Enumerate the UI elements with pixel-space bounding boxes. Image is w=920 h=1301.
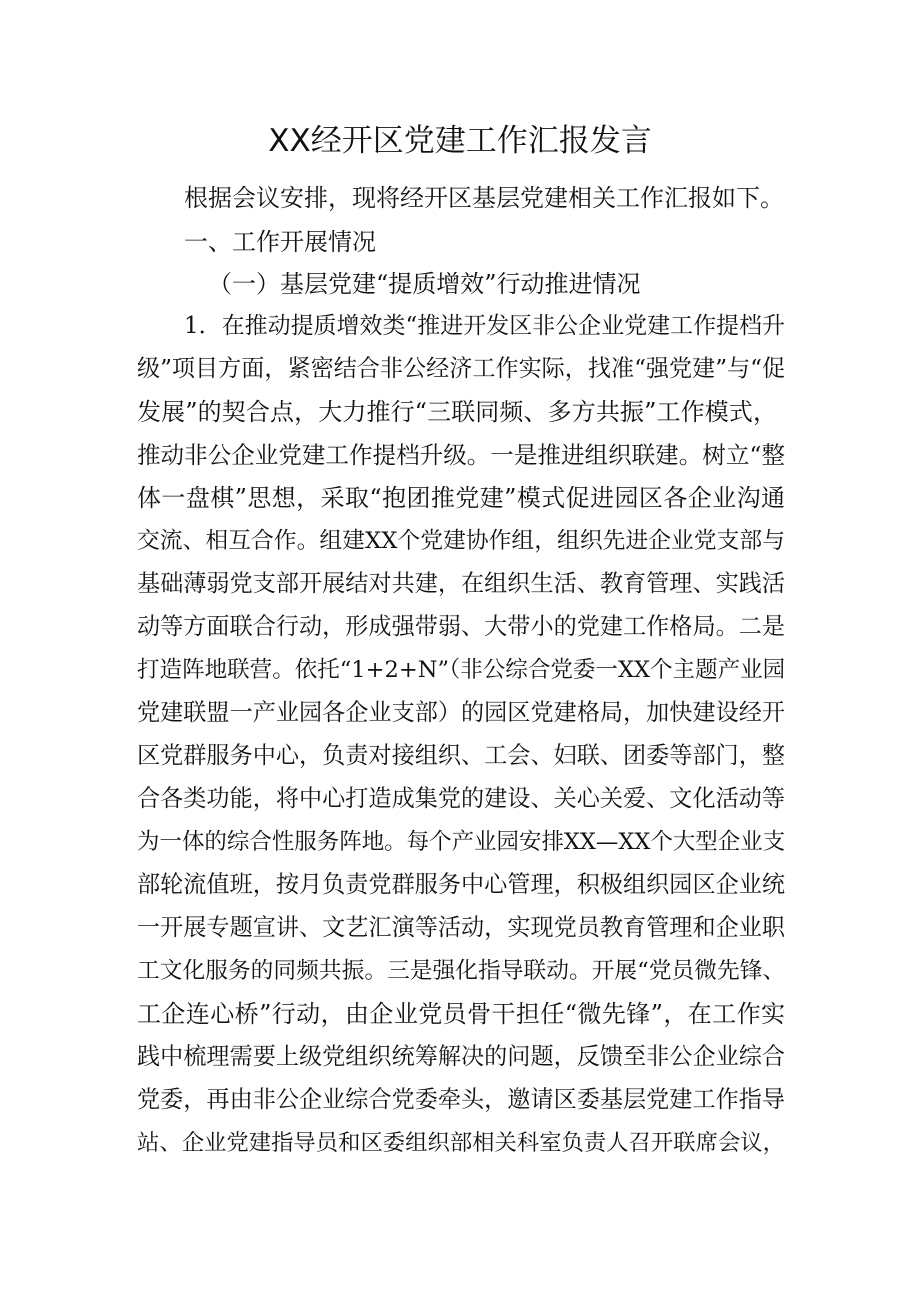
document-title: XX经开区党建工作汇报发言 <box>268 123 652 159</box>
paragraph-line: 站、企业党建指导员和区委组织部相关科室负责人召开联席会议， <box>137 1130 785 1156</box>
paragraph-line: 工企连心桥”行动，由企业党员骨干担任“微先锋”，在工作实 <box>137 1000 785 1028</box>
paragraph-line: 打造阵地联营。依托“1+2+N”（非公综合党委一XX个主题产业园 <box>137 657 786 683</box>
subsection-heading: （一）基层党建“提质增效”行动推进情况 <box>208 270 641 298</box>
paragraph-line: 践中梳理需要上级党组织统筹解决的问题，反馈至非公企业综合 <box>137 1044 785 1070</box>
paragraph-line: 级”项目方面，紧密结合非公经济工作实际，找准“强党建”与“促 <box>137 356 786 382</box>
paragraph-line: 基础薄弱党支部开展结对共建，在组织生活、教育管理、实践活 <box>137 571 785 597</box>
intro-line: 根据会议安排，现将经开区基层党建相关工作汇报如下。 <box>184 184 784 212</box>
paragraph-line: 体一盘棋”思想，采取“抱团推党建”模式促进园区各企业沟通 <box>137 484 785 512</box>
paragraph-line: 合各类功能，将中心打造成集党的建设、关心关爱、文化活动等 <box>137 786 785 812</box>
paragraph-line: 工文化服务的同频共振。三是强化指导联动。开展“党员微先锋、 <box>137 958 786 984</box>
paragraph-line: 部轮流值班，按月负责党群服务中心管理，积极组织园区企业统 <box>137 872 785 898</box>
paragraph-line: 区党群服务中心，负责对接组织、工会、妇联、团委等部门，整 <box>137 743 785 769</box>
paragraph-line: 交流、相互合作。组建XX个党建协作组，组织先进企业党支部与 <box>137 528 785 554</box>
paragraph-line: 1．在推动提质增效类“推进开发区非公企业党建工作提档升 <box>184 313 785 339</box>
paragraph-line: 一开展专题宣讲、文艺汇演等活动，实现党员教育管理和企业职 <box>137 915 785 941</box>
section-heading: 一、工作开展情况 <box>184 228 376 256</box>
paragraph-line: 党委，再由非公企业综合党委牵头，邀请区委基层党建工作指导 <box>137 1087 785 1113</box>
paragraph-line: 动等方面联合行动，形成强带弱、大带小的党建工作格局。二是 <box>137 614 785 640</box>
paragraph-line: 党建联盟一产业园各企业支部）的园区党建格局，加快建设经开 <box>137 700 785 726</box>
paragraph-line: 发展”的契合点，大力推行“三联同频、多方共振”工作模式， <box>137 398 777 426</box>
paragraph-line: 推动非公企业党建工作提档升级。一是推进组织联建。树立“整 <box>137 441 785 469</box>
paragraph-line: 为一体的综合性服务阵地。每个产业园安排XX—XX个大型企业支 <box>137 829 786 855</box>
